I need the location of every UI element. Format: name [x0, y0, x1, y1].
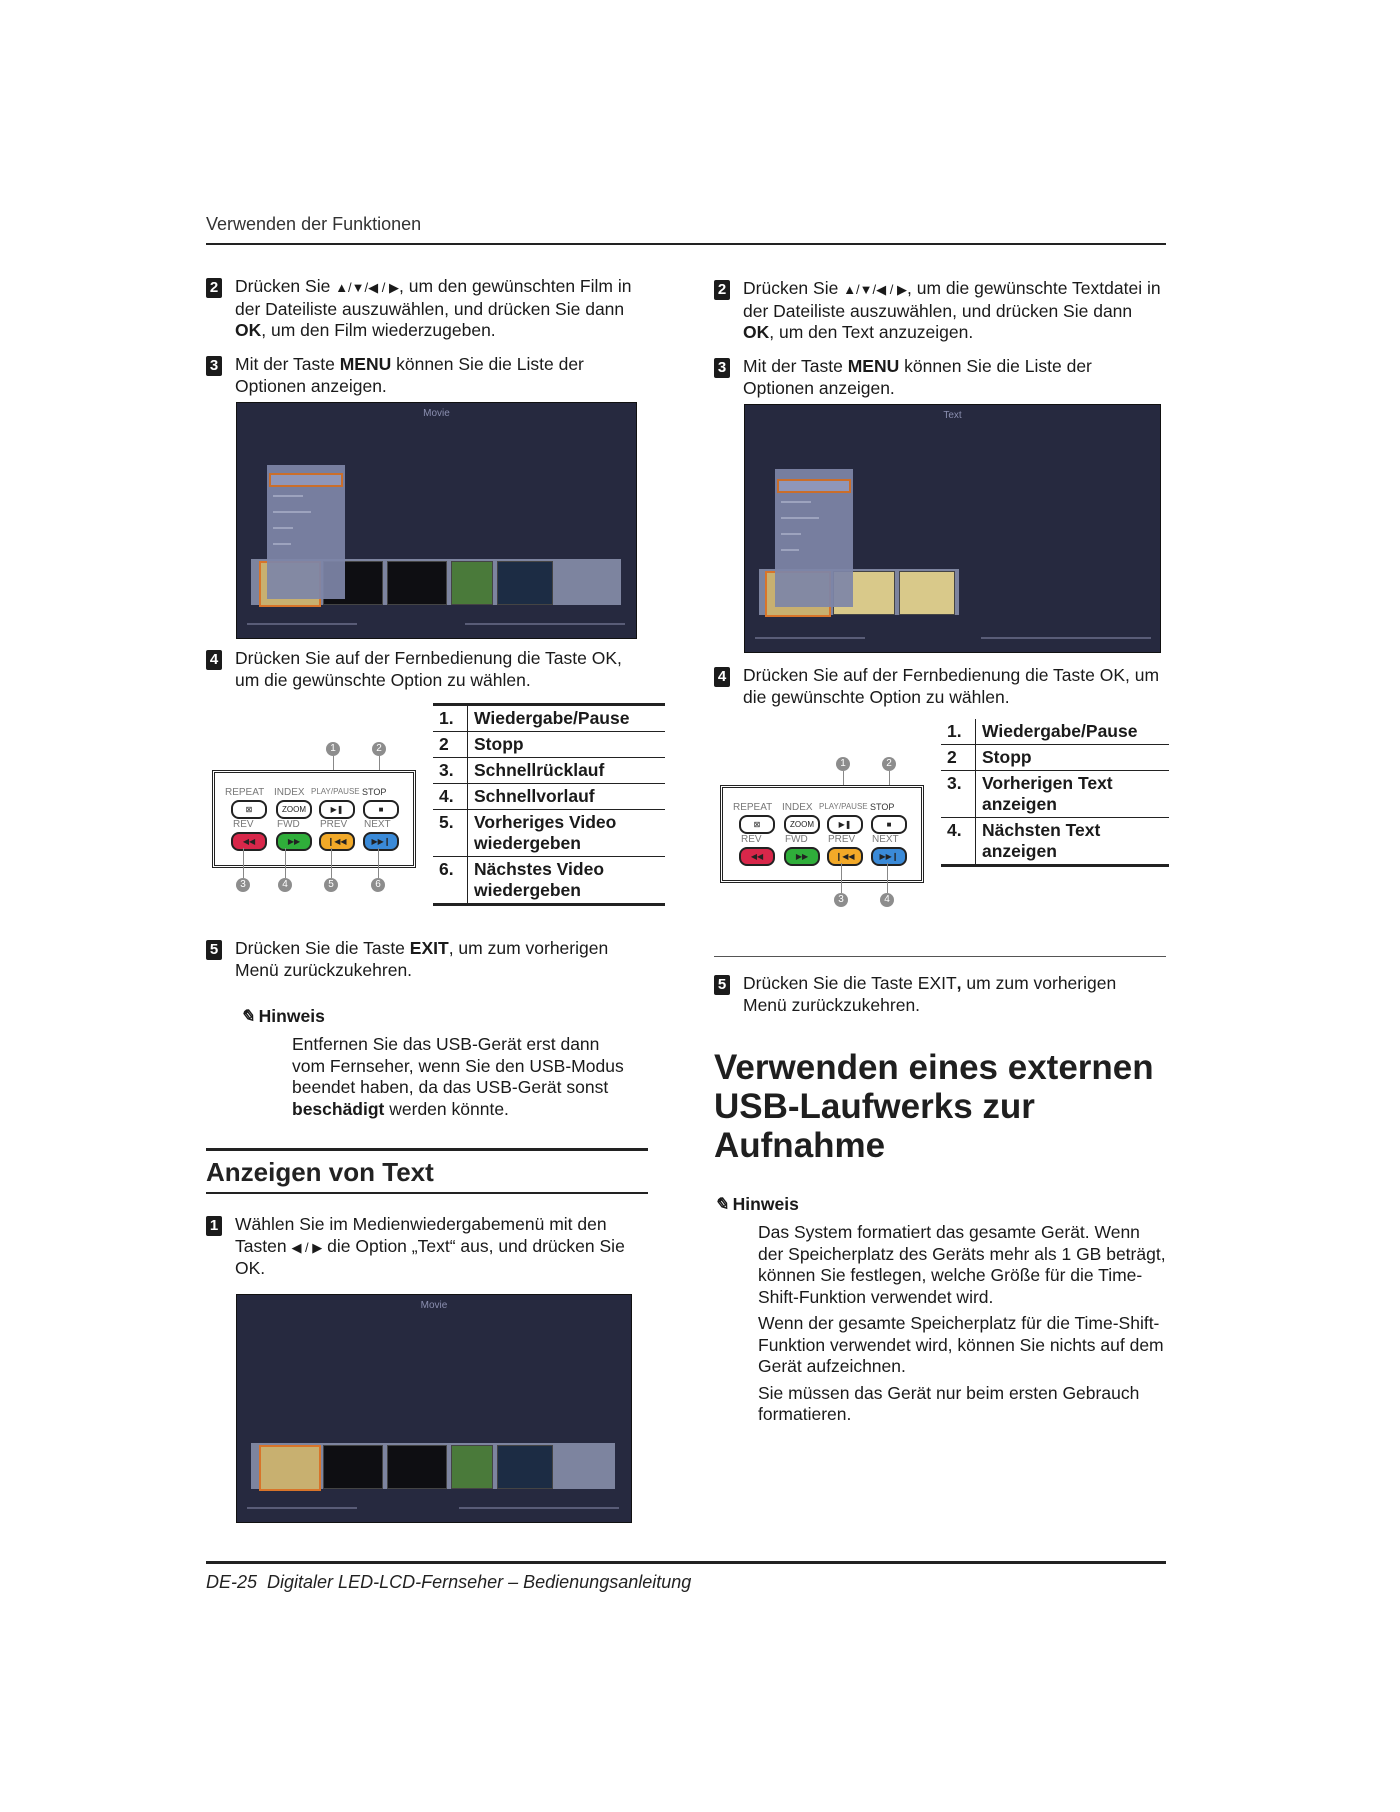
prev-button — [827, 847, 863, 866]
pencil-icon: ✎ — [714, 1194, 729, 1214]
play-pause-label: PLAY/PAUSE — [311, 787, 360, 796]
pencil-icon: ✎ — [240, 1006, 255, 1026]
stop-button — [363, 800, 399, 819]
table-row — [941, 818, 1169, 866]
legend-bar — [247, 623, 357, 625]
callout-marker: 6 — [371, 878, 385, 892]
menu-item — [273, 495, 303, 497]
step-text — [235, 1214, 635, 1280]
table-row — [433, 784, 665, 810]
callout-marker: 1 — [836, 757, 850, 771]
file-thumbnail — [387, 561, 447, 605]
text: Drücken Sie — [743, 278, 844, 298]
leader-line — [378, 848, 379, 878]
section-title-text: Anzeigen von Text — [206, 1157, 434, 1187]
step-badge: 3 — [206, 356, 222, 376]
step-badge: 4 — [206, 650, 222, 670]
step-text — [235, 276, 635, 342]
note-paragraph: Wenn der gesamte Speicherplatz für die Time-Shift-Funktion verwendet wird, können Sie nichts auf dem Gerät aufzeichnen. — [758, 1313, 1164, 1376]
step-badge: 4 — [714, 667, 730, 687]
option-label: Nächstes Video wiedergeben — [468, 857, 666, 905]
separator-rule — [714, 956, 1166, 957]
arrow-keys-icon: ▲/▼/◀ / ▶ — [335, 280, 399, 295]
menu-item — [781, 501, 811, 503]
menu-item — [781, 533, 801, 535]
text: Mit der Taste — [235, 354, 340, 374]
menu-item — [781, 549, 799, 551]
rev-label: REV — [233, 819, 254, 830]
option-number: 3. — [941, 771, 976, 818]
page-number: DE-25 — [206, 1572, 258, 1592]
option-label: Wiedergabe/Pause — [976, 719, 1170, 745]
note-title — [714, 1194, 799, 1215]
screenshot-title: Text — [943, 410, 962, 421]
text: , um den Text anzuzeigen. — [769, 322, 974, 342]
text: Drücken Sie die Taste — [235, 938, 410, 958]
left-options-table — [433, 703, 665, 906]
note-title — [240, 1006, 325, 1027]
play-pause-button — [319, 800, 355, 819]
note-title-text: Hinweis — [732, 1194, 799, 1214]
menu-highlight — [269, 473, 343, 487]
callout-marker: 4 — [880, 893, 894, 907]
screenshot-title: Movie — [423, 408, 450, 419]
option-number: 1. — [433, 705, 468, 732]
next-label: NEXT — [364, 819, 391, 830]
table-row — [433, 705, 665, 732]
options-menu — [775, 469, 853, 607]
step-badge: 5 — [714, 975, 730, 995]
fwd-label: FWD — [277, 819, 300, 830]
previous-icon: ❙◀◀ — [835, 852, 855, 861]
option-label: Vorherigen Text anzeigen — [976, 771, 1170, 818]
play-pause-icon: ▶❚ — [838, 820, 852, 829]
image-thumbnail — [451, 561, 493, 605]
text: die Option „Text“ aus, und drücken Sie OK. — [235, 1235, 625, 1278]
text-menu-screenshot — [744, 404, 1161, 653]
legend-bar — [459, 1507, 619, 1509]
text: Drücken Sie die Taste EXIT — [743, 973, 957, 993]
text: , um zum vorherigen Menü zurückzukehren. — [235, 938, 609, 980]
movie-browser-screenshot — [236, 1294, 632, 1523]
running-head: Verwenden der Funktionen — [206, 214, 422, 234]
text: werden könnte. — [384, 1098, 509, 1119]
text: um zum vorherigen Menü zurückzukehren. — [743, 973, 1117, 1015]
menu-key: MENU — [847, 356, 900, 376]
next-label: NEXT — [872, 834, 899, 845]
step-text — [743, 278, 1163, 344]
menu-item — [273, 527, 293, 529]
prev-button — [319, 832, 355, 851]
table-row — [433, 810, 665, 857]
note-title-text: Hinweis — [258, 1006, 325, 1026]
step-text — [743, 973, 1153, 1016]
header-rule — [206, 243, 1166, 245]
play-pause-button — [827, 815, 863, 834]
options-menu — [267, 465, 345, 599]
option-number: 4. — [433, 784, 468, 810]
repeat-label: REPEAT — [733, 802, 773, 813]
arrow-keys-icon: ▲/▼/◀ / ▶ — [843, 282, 907, 297]
next-icon: ▶▶❙ — [371, 837, 391, 846]
option-number: 4. — [941, 818, 976, 866]
footer — [206, 1572, 691, 1593]
remote-panel — [720, 785, 924, 883]
forward-icon: ▶▶ — [795, 852, 809, 861]
repeat-label: REPEAT — [225, 787, 265, 798]
step-badge: 2 — [714, 280, 730, 300]
ok-key: OK — [743, 322, 770, 342]
option-number: 5. — [433, 810, 468, 857]
index-label: INDEX — [274, 787, 305, 798]
step-text: Drücken Sie auf der Fernbedienung die Taste OK, um die gewünschte Option zu wählen. — [235, 648, 622, 690]
manual-title: Digitaler LED-LCD-Fernseher – Bedienungsanleitung — [267, 1572, 692, 1592]
prev-label: PREV — [320, 819, 348, 830]
option-label: Stopp — [976, 745, 1170, 771]
option-label: Vorheriges Video wiedergeben — [468, 810, 666, 857]
legend-bar — [247, 1507, 357, 1509]
text: können Sie die Liste der Optionen anzeigen. — [743, 356, 1092, 398]
next-icon: ▶▶❙ — [879, 852, 899, 861]
text: Entfernen Sie das USB-Gerät erst dann vom Fernseher, wenn Sie den USB-Modus beendet haben, da das USB-Gerät sonst — [292, 1034, 624, 1097]
fwd-button — [784, 847, 820, 866]
leader-line — [331, 848, 332, 878]
play-pause-label: PLAY/PAUSE — [819, 802, 868, 811]
callout-marker: 5 — [324, 878, 338, 892]
leader-line — [243, 848, 244, 878]
movie-menu-screenshot — [236, 402, 637, 639]
text-file-thumbnail — [899, 571, 955, 615]
text: können Sie die Liste der Optionen anzeigen. — [235, 354, 584, 396]
prev-label: PREV — [828, 834, 856, 845]
section-rule — [206, 1192, 648, 1194]
note-paragraph: Sie müssen das Gerät nur beim ersten Gebrauch formatieren. — [758, 1382, 1140, 1424]
index-label: INDEX — [782, 802, 813, 813]
menu-key: MENU — [339, 354, 392, 374]
next-button — [363, 832, 399, 851]
legend-bar — [755, 637, 865, 639]
callout-marker: 3 — [236, 878, 250, 892]
ok-key: OK — [235, 320, 262, 340]
stop-icon: ■ — [886, 820, 892, 829]
option-label: Schnellrücklauf — [468, 758, 666, 784]
screenshot-title: Movie — [420, 1300, 448, 1311]
table-row — [433, 857, 665, 905]
text: , um die gewünschte Textdatei in der Dateiliste auszuwählen, und drücken Sie dann — [743, 278, 1161, 321]
callout-marker: 1 — [326, 742, 340, 756]
repeat-button — [231, 800, 267, 819]
menu-item — [273, 511, 311, 513]
callout-marker: 2 — [882, 757, 896, 771]
callout-marker: 4 — [278, 878, 292, 892]
fwd-label: FWD — [785, 834, 808, 845]
right-options-table — [941, 719, 1169, 867]
step-badge: 5 — [206, 940, 222, 960]
forward-icon: ▶▶ — [287, 837, 301, 846]
option-number: 2 — [433, 732, 468, 758]
table-row — [941, 745, 1169, 771]
legend-bar — [981, 637, 1151, 639]
video-thumbnail — [497, 1445, 553, 1489]
step-text — [235, 938, 635, 981]
note-paragraph: Das System formatiert das gesamte Gerät. Wenn der Speicherplatz des Geräts mehr als 1 GB beträgt, können Sie festlegen, welche Größe für die Time-Shift-Funktion verwendet wird. — [758, 1222, 1166, 1307]
text: beschädigt — [292, 1098, 385, 1119]
folder-thumbnail — [259, 1445, 321, 1491]
text: Drücken Sie — [235, 276, 336, 296]
usb-recording-title: Verwenden eines externen USB-Laufwerks zur Aufnahme — [714, 1048, 1154, 1165]
text: , um den gewünschten Film in der Dateiliste auszuwählen, und drücken Sie dann — [235, 276, 632, 319]
stop-label: STOP — [870, 802, 895, 812]
zoom-button — [784, 815, 820, 834]
menu-highlight — [777, 479, 851, 493]
footer-rule — [206, 1561, 1166, 1564]
zoom-label: ZOOM — [790, 820, 814, 829]
step-text — [743, 356, 1153, 399]
stop-icon: ■ — [378, 805, 384, 814]
image-thumbnail — [451, 1445, 493, 1489]
repeat-icon: ⊠ — [245, 805, 253, 814]
step-badge: 1 — [206, 1216, 222, 1236]
repeat-icon: ⊠ — [753, 820, 761, 829]
callout-marker: 2 — [372, 742, 386, 756]
option-label: Stopp — [468, 732, 666, 758]
section-rule — [206, 1148, 648, 1151]
repeat-button — [739, 815, 775, 834]
option-label: Schnellvorlauf — [468, 784, 666, 810]
legend-bar — [465, 623, 625, 625]
note-body — [292, 1034, 632, 1120]
option-number: 3. — [433, 758, 468, 784]
text: Wählen Sie im Medienwiedergabemenü mit den Tasten — [235, 1214, 607, 1256]
text: , — [956, 973, 962, 993]
step-text: Drücken Sie auf der Fernbedienung die Taste OK, um die gewünschte Option zu wählen. — [743, 665, 1160, 707]
option-number: 2 — [941, 745, 976, 771]
rev-label: REV — [741, 834, 762, 845]
table-row — [433, 758, 665, 784]
fwd-button — [276, 832, 312, 851]
table-row — [941, 771, 1169, 818]
step-badge: 3 — [714, 358, 730, 378]
step-badge: 2 — [206, 278, 222, 298]
menu-item — [781, 517, 819, 519]
text: Mit der Taste — [743, 356, 848, 376]
callout-marker: 3 — [834, 893, 848, 907]
option-number: 6. — [433, 857, 468, 905]
text: , um den Film wiederzugeben. — [261, 320, 496, 340]
play-pause-icon: ▶❚ — [330, 805, 344, 814]
table-row — [433, 732, 665, 758]
next-button — [871, 847, 907, 866]
previous-icon: ❙◀◀ — [327, 837, 347, 846]
zoom-label: ZOOM — [282, 805, 306, 814]
note-body — [758, 1222, 1168, 1431]
zoom-button — [276, 800, 312, 819]
arrow-keys-icon: ◀ / ▶ — [291, 1239, 323, 1255]
file-thumbnail — [387, 1445, 447, 1489]
rewind-icon: ◀◀ — [750, 852, 764, 861]
menu-item — [273, 543, 291, 545]
leader-line — [841, 863, 842, 893]
stop-button — [871, 815, 907, 834]
leader-line — [887, 863, 888, 893]
step-text — [235, 354, 635, 397]
table-row — [941, 719, 1169, 745]
exit-key: EXIT — [409, 938, 449, 958]
leader-line — [285, 848, 286, 878]
rev-button — [739, 847, 775, 866]
option-label: Wiedergabe/Pause — [468, 705, 666, 732]
option-label: Nächsten Text anzeigen — [976, 818, 1170, 866]
rev-button — [231, 832, 267, 851]
stop-label: STOP — [362, 787, 387, 797]
file-thumbnail — [323, 1445, 383, 1489]
video-thumbnail — [497, 561, 553, 605]
rewind-icon: ◀◀ — [242, 837, 256, 846]
option-number: 1. — [941, 719, 976, 745]
